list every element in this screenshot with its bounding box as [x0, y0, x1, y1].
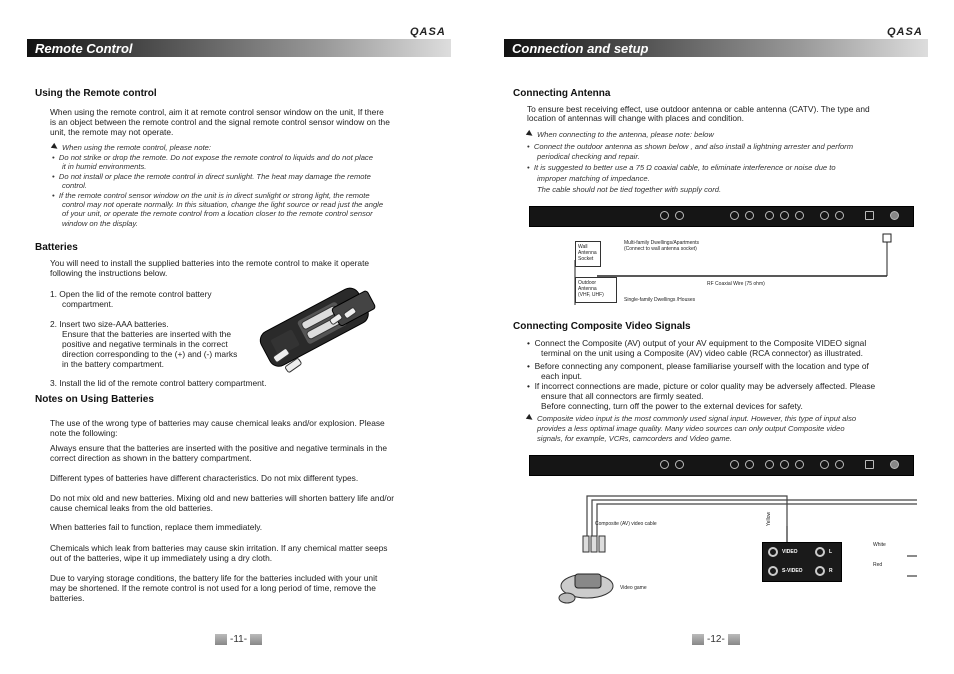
port-icon [745, 211, 754, 220]
note-text: It is suggested to better use a 75 Ω coaxial cable, to eliminate interference or noise due to [533, 163, 836, 172]
heading-connecting-antenna: Connecting Antenna [513, 88, 611, 99]
rf-port-icon [890, 460, 899, 469]
video-game-label: Video game [620, 585, 647, 591]
wall-label-2: Antenna [578, 250, 597, 256]
white-label: White [873, 542, 886, 548]
port-icon [660, 211, 669, 220]
rf-port-icon [890, 211, 899, 220]
port-icon [675, 211, 684, 220]
note-text: Do not install or place the remote control in direct sunlight. The heat may damage the remote [58, 172, 371, 181]
brand-logo: QASA [887, 26, 923, 38]
port-icon [730, 211, 739, 220]
page-number-decor [728, 634, 740, 645]
note-arrow-icon [526, 130, 534, 138]
battery-note-7c: batteries. [50, 593, 85, 603]
composite-bullet-3b: ensure that all connectors are firmly seated. [541, 391, 704, 401]
port-icon [745, 460, 754, 469]
antenna-note-2b: improper matching of impedance. [537, 174, 650, 183]
composite-bullet-3a: • If incorrect connections are made, picture or color quality may be adversely affected. Please [527, 381, 876, 391]
port-icon [660, 460, 669, 469]
yellow-label: Yellow [766, 511, 773, 527]
red-label: Red [873, 562, 883, 568]
composite-note-1 [527, 414, 856, 424]
outdoor-label-3: (VHF, UHF) [578, 292, 604, 298]
antenna-note-heading [527, 130, 714, 140]
note-text: Connect the outdoor antenna as shown below , and also install a lightning arrester and perform [533, 142, 854, 151]
note-heading [52, 143, 211, 153]
composite-text: Before connecting any component, please familiarise yourself with the location and type of [534, 361, 869, 371]
step-2d: direction corresponding to the (+) and (-) marks [62, 349, 238, 359]
note-bullet-3b: control may not operate normally. In this situation, change the light source or read just the angle [62, 200, 384, 209]
heading-composite: Connecting Composite Video Signals [513, 321, 691, 332]
step-1a: 1. Open the lid of the remote control battery [50, 289, 212, 299]
note-bullet-1b: it in humid environments. [62, 162, 147, 171]
wall-label-3: Socket [578, 256, 594, 262]
note-bullet-3a: • If the remote control sensor window on the unit is in direct sunlight or strong light, the remote [52, 191, 370, 200]
port-icon [820, 211, 829, 220]
battery-note-3: Different types of batteries have different characteristics. Do not mix different types. [50, 473, 359, 483]
battery-note-5: When batteries fail to function, replace them immediately. [50, 522, 263, 532]
remote-battery-illustration [248, 276, 383, 376]
battery-note-7a: Due to varying storage conditions, the battery life for the batteries included with your unit [50, 573, 378, 583]
note-arrow-icon [51, 143, 59, 151]
step-1b: compartment. [62, 299, 114, 309]
battery-note-4a: Do not mix old and new batteries. Mixing old and new batteries will shorten battery life and/or [50, 493, 395, 503]
composite-bullet-1a: • Connect the Composite (AV) output of your AV equipment to the Composite VIDEO signal [527, 338, 867, 348]
battery-note-1a: The use of the wrong type of batteries may cause chemical leaks and/or explosion. Please [50, 418, 385, 428]
composite-diagram-lines [547, 476, 917, 616]
section-header-bar [27, 39, 451, 57]
antenna-note-2c: The cable should not be tied together with supply cord. [537, 185, 722, 194]
svideo-port-label: S-VIDEO [782, 568, 803, 574]
composite-bullet-2a: • Before connecting any component, please familiarise yourself with the location and type of [527, 361, 869, 371]
port-icon [780, 211, 789, 220]
antenna-note-1b: periodical checking and repair. [537, 152, 640, 161]
audio-left-port-icon [815, 547, 825, 557]
port-icon [765, 460, 774, 469]
antenna-diagram-lines [567, 230, 907, 310]
port-icon [730, 460, 739, 469]
rf-coaxial-label: RF Coaxial Wire (75 ohm) [707, 281, 765, 287]
multi-family-label-2: (Connect to wall antenna socket) [624, 246, 697, 252]
composite-cable-label: Composite (AV) video cable [595, 521, 657, 527]
outdoor-label-1: Outdoor [578, 280, 597, 286]
outdoor-label-2: Antenna [578, 286, 597, 292]
port-icon [820, 460, 829, 469]
note-text: Composite video input is the most commonly used signal input. However, this type of input also [537, 414, 857, 423]
page-number-decor [692, 634, 704, 645]
heading-batteries: Batteries [35, 242, 78, 253]
composite-bullet-1b: terminal on the unit using a Composite (AV) video cable (RCA connector) as illustrated. [541, 348, 863, 358]
section-header-title: Remote Control [35, 41, 133, 56]
note-heading-text: When connecting to the antenna, please note: below [537, 130, 714, 139]
port-icon [865, 211, 874, 220]
step-3: 3. Install the lid of the remote control battery compartment. [50, 378, 267, 388]
port-icon [795, 460, 804, 469]
note-heading-text: When using the remote control, please note: [62, 143, 212, 152]
step-2a: 2. Insert two size-AAA batteries. [50, 319, 169, 329]
battery-note-2a: Always ensure that the batteries are inserted with the positive and negative terminals in the [50, 443, 388, 453]
note-text: If the remote control sensor window on the unit is in direct sunlight or strong light, the remote [58, 191, 370, 200]
video-port-icon [768, 547, 778, 557]
composite-bullet-2b: each input. [541, 371, 582, 381]
note-bullet-3c: of your unit, or operate the remote control from a location closer to the remote control sensor [62, 209, 373, 218]
wall-antenna-socket-box [575, 241, 601, 267]
page-number [215, 634, 262, 645]
battery-note-6a: Chemicals which leak from batteries may cause skin irritation. If any chemical matter seeps [50, 543, 388, 553]
note-bullet-3d: window on the display. [62, 219, 138, 228]
page-number-text: -12- [707, 634, 725, 645]
video-port-label: VIDEO [782, 549, 798, 555]
note-arrow-icon [526, 414, 534, 422]
svideo-port-icon [768, 566, 778, 576]
composite-bullet-3c: Before connecting, turn off the power to the external devices for safety. [541, 401, 803, 411]
port-icon [835, 211, 844, 220]
note-bullet-2a: • Do not install or place the remote control in direct sunlight. The heat may damage the remote [52, 172, 371, 181]
port-icon [780, 460, 789, 469]
note-text: Do not strike or drop the remote. Do not expose the remote control to liquids and do not place [58, 153, 373, 162]
port-icon [865, 460, 874, 469]
antenna-note-1a: • Connect the outdoor antenna as shown below , and also install a lightning arrester and perform [527, 142, 854, 151]
page-number-decor [215, 634, 227, 645]
note-bullet-1a: • Do not strike or drop the remote. Do not expose the remote control to liquids and do not place [52, 153, 373, 162]
port-icon [795, 211, 804, 220]
page-number-text: -11- [230, 634, 248, 645]
audio-right-port-icon [815, 566, 825, 576]
heading-using-remote: Using the Remote control [35, 88, 157, 99]
antenna-paragraph-1: To ensure best receiving effect, use outdoor antenna or cable antenna (CATV). The type and [527, 104, 870, 114]
battery-note-4b: cause chemical leaks from the old batteries. [50, 503, 213, 513]
step-2e: in the battery compartment. [62, 359, 164, 369]
port-icon [675, 460, 684, 469]
section-header-bar [504, 39, 928, 57]
page-number [692, 634, 740, 645]
multi-family-label-1: Multi-family Dwellings/Apartments [624, 240, 700, 246]
av-input-panel [762, 542, 842, 582]
paragraph-remote-2: is an object between the remote control and the signal remote control sensor window on the [50, 117, 390, 127]
brand-logo: QASA [410, 26, 446, 38]
battery-note-2b: correct direction as shown in the battery compartment. [50, 453, 252, 463]
step-2c: positive and negative terminals in the correct [62, 339, 228, 349]
heading-notes-batteries: Notes on Using Batteries [35, 394, 154, 405]
audio-right-label: R [829, 568, 833, 574]
battery-note-1b: note the following: [50, 428, 118, 438]
battery-note-6b: out of the batteries, wipe it up immediately using a dry cloth. [50, 553, 273, 563]
audio-left-label: L [829, 549, 833, 555]
paragraph-batteries-1: You will need to install the supplied batteries into the remote control to make it operate [50, 258, 370, 268]
composite-text: If incorrect connections are made, picture or color quality may be adversely affected. Please [534, 381, 876, 391]
composite-note-3: signals, for example, VCRs, camcorders and Video game. [537, 434, 732, 443]
tv-rear-panel [529, 455, 914, 476]
wall-label-1: Wall [578, 244, 588, 250]
step-2b: Ensure that the batteries are inserted with the [62, 329, 231, 339]
outdoor-antenna-box [575, 277, 617, 303]
battery-note-7b: may be shortened. If the remote control is not used for a long period of time, remove the [50, 583, 376, 593]
port-icon [765, 211, 774, 220]
composite-note-2: provides a less optimal image quality. Many video sources can only output Composite video [537, 424, 845, 433]
section-header-title: Connection and setup [512, 41, 649, 56]
antenna-paragraph-2: location of antennas will change with places and condition. [527, 113, 744, 123]
antenna-note-2a: • It is suggested to better use a 75 Ω coaxial cable, to eliminate interference or noise due to [527, 163, 836, 172]
port-icon [835, 460, 844, 469]
paragraph-batteries-2: following the instructions below. [50, 268, 168, 278]
right-page [477, 0, 954, 674]
paragraph-remote-1: When using the remote control, aim it at remote control sensor window on the unit, If there [50, 107, 384, 117]
tv-rear-panel [529, 206, 914, 227]
composite-text: Connect the Composite (AV) output of your AV equipment to the Composite VIDEO signal [534, 338, 867, 348]
paragraph-remote-3: unit, the remote may not operate. [50, 127, 174, 137]
single-family-label: Single-family Dwellings /Houses [624, 297, 696, 303]
page-number-decor [250, 634, 262, 645]
note-bullet-2b: control. [62, 181, 87, 190]
